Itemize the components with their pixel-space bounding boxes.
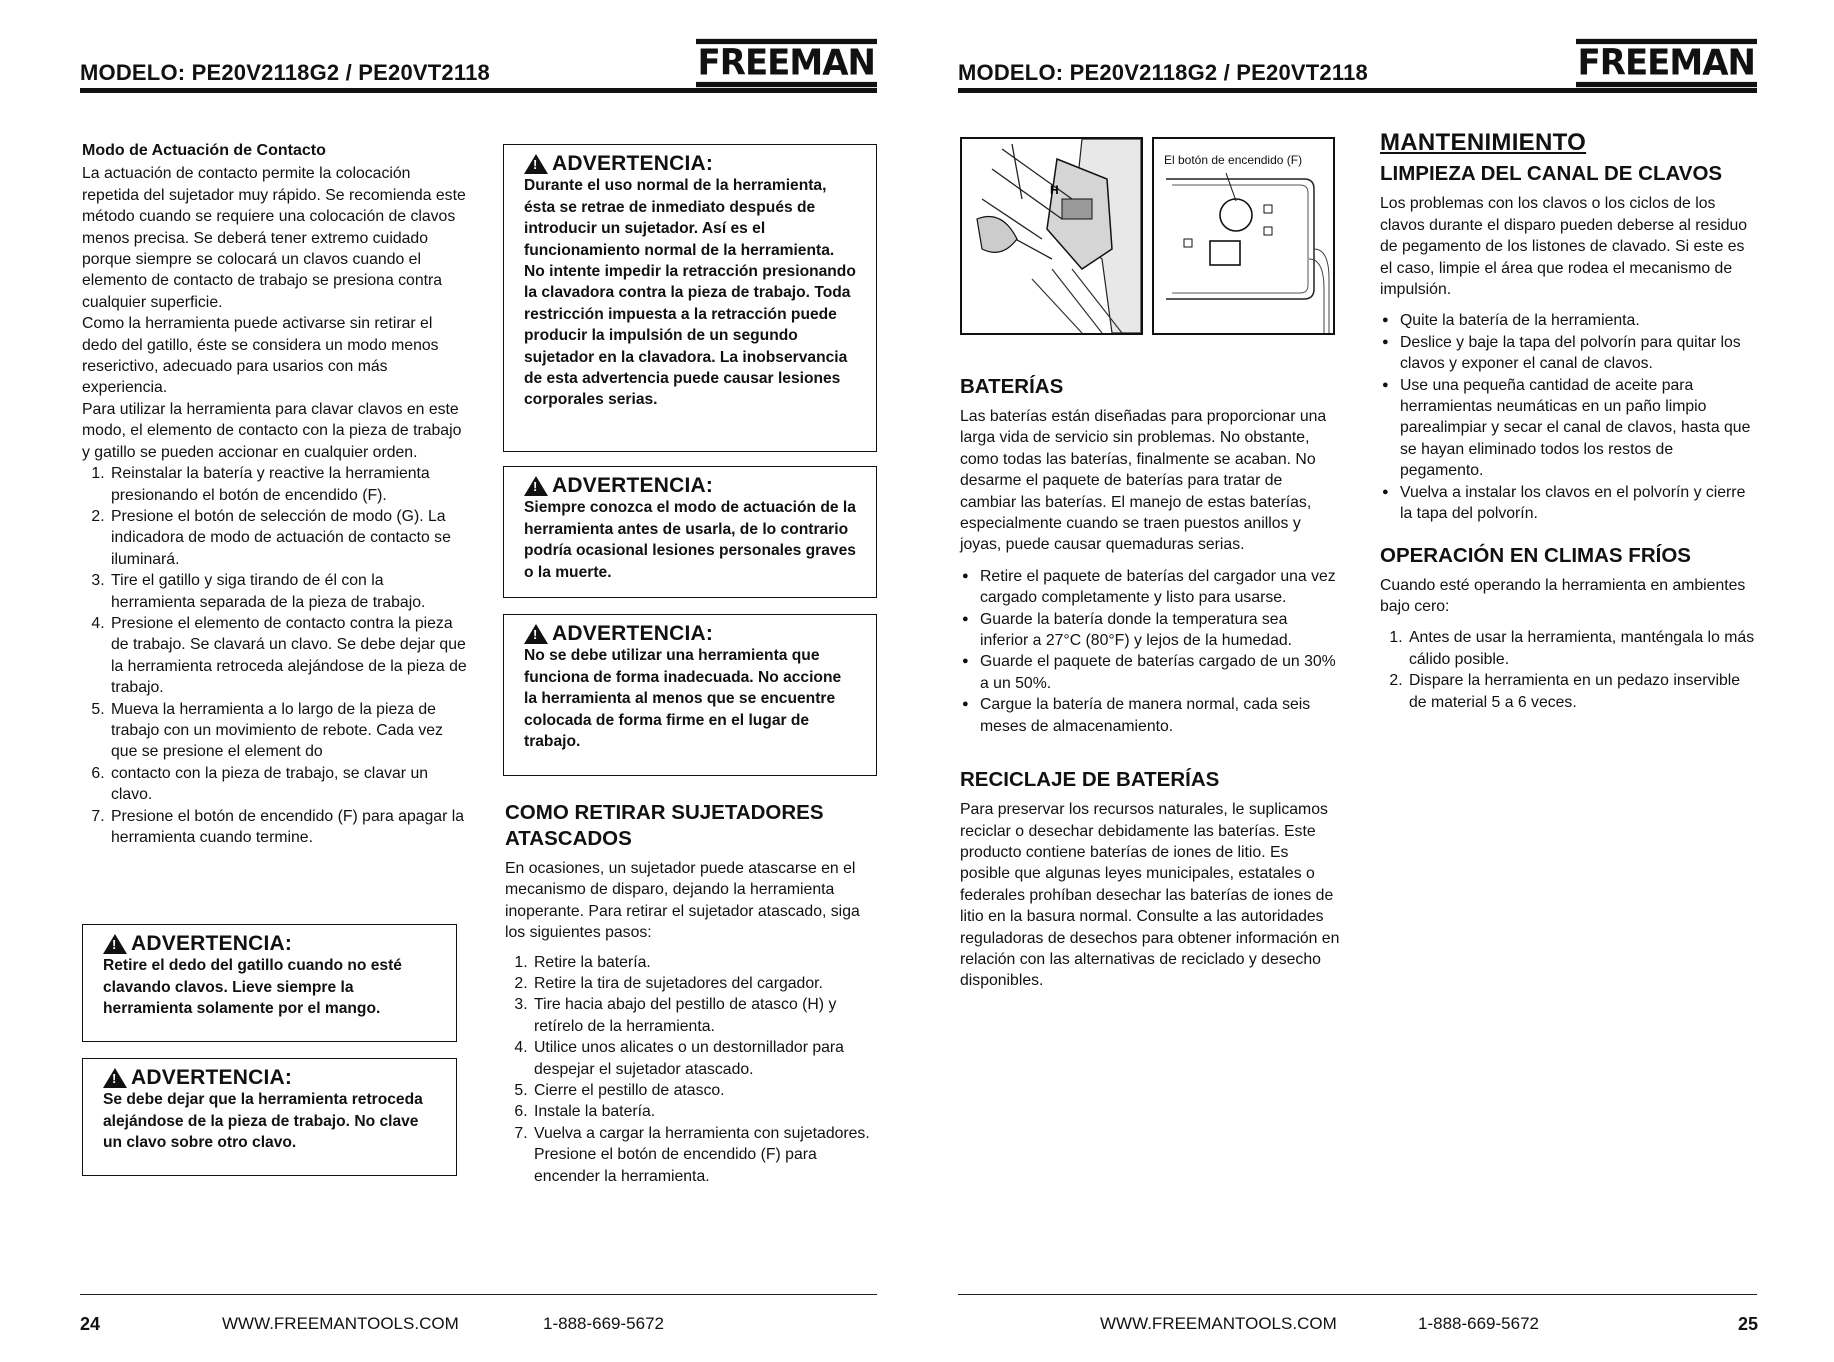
- paragraph: Las baterías están diseñadas para proporcionar una larga vida de servicio sin problemas. No obstante, como todas las baterías, finalmente se acaban. No desarme el paquete de baterías para tratar de cambiar las baterías. El manejo de estas baterías, especialmente cuando se traen puestos anillos y joyas, puede causar quemaduras serias.: [960, 408, 1327, 554]
- section-subtitle: Modo de Actuación de Contacto: [82, 142, 326, 159]
- warning-title: ADVERTENCIA:: [131, 932, 293, 955]
- warning-text: Siempre conozca el modo de actuación de la herramienta antes de usarla, de lo contrario podría ocasional lesiones personales graves o la muerte.: [524, 499, 856, 581]
- section-heading: OPERACIÓN EN CLIMAS FRÍOS: [1380, 543, 1691, 567]
- list-item: ● Deslice y baje la tapa del polvorín para quitar los clavos y exponer el canal de clavos.: [1400, 332, 1760, 375]
- paragraph: Los problemas con los clavos o los ciclos de los clavos durante el disparo pueden deberse al residuo de pegamento de los listones de clavado. Si este es el caso, limpie el área que rodea el mecanismo de impulsión.: [1380, 195, 1748, 299]
- warning-title: ADVERTENCIA:: [552, 622, 714, 645]
- warning-text: Retire el dedo del gatillo cuando no esté clavando clavos. Lieve siempre la herramienta solamente por el mango.: [103, 957, 402, 1018]
- label-h: H: [1050, 183, 1059, 197]
- freeman-logo: FREEMAN: [696, 39, 877, 87]
- list-item: 4. Utilice unos alicates o un destornillador para despejar el sujetador atascado.: [532, 1037, 877, 1080]
- page-header: [80, 40, 877, 93]
- freeman-logo: FREEMAN: [1576, 39, 1757, 87]
- warning-text: Durante el uso normal de la herramienta, ésta se retrae de inmediato después de introducir un sujetador. Así es el funcionamiento normal de la herramienta. No intente impedir la retracción presionando la clavadora contra la pieza de trabajo. Toda restricción impuesta a la retracción puede producir la impulsión de un segundo sujetador en la clavadora. La inobservancia de esta advertencia puede causar lesiones corporales serias.: [524, 177, 856, 409]
- warning-triangle-icon: [524, 624, 548, 644]
- warning-box: [82, 924, 457, 1042]
- warning-title: ADVERTENCIA:: [131, 1066, 293, 1089]
- figure-callout: El botón de encendido (F): [1164, 153, 1303, 167]
- warning-text: No se debe utilizar una herramienta que funciona de forma inadecuada. No accione la herramienta al menos que se encuentre colocada de forma firme en el lugar de trabajo.: [524, 647, 842, 751]
- page-number: 25: [1738, 1314, 1759, 1334]
- section-heading: LIMPIEZA DEL CANAL DE CLAVOS: [1380, 162, 1723, 186]
- paragraph: La actuación de contacto permite la colocación repetida del sujetador muy rápido. Se recomienda este método cuando se requiere una colocación de clavos menos precisa. Se deberá tener extremo cuidado porque siempre se colocará un clavos cuando el elemento de contacto de trabajo se presiona contra cualquier superficie.: [82, 165, 466, 311]
- warning-title: ADVERTENCIA:: [552, 152, 714, 175]
- nailer-illustration-icon: [962, 139, 1141, 333]
- model-title: MODELO: PE20V2118G2 / PE20VT2118: [80, 60, 490, 85]
- section-heading: RECICLAJE DE BATERÍAS: [960, 768, 1220, 792]
- list-item: 1. Reinstalar la batería y reactive la herramienta presionando el botón de encendido (F).: [109, 463, 467, 506]
- main-heading: MANTENIMIENTO: [1380, 129, 1587, 156]
- warning-text: Se debe dejar que la herramienta retroceda alejándose de la pieza de trabajo. No clave un clavo sobre otro clavo.: [103, 1091, 423, 1152]
- list-item: ● Vuelva a instalar los clavos en el polvorín y cierre la tapa del polvorín.: [1400, 482, 1760, 525]
- list-item: 7. Vuelva a cargar la herramienta con sujetadores. Presione el botón de encendido (F) para encender la herramienta.: [532, 1123, 877, 1187]
- list-item: ● Use una pequeña cantidad de aceite para herramientas neumáticas en un paño limpio parealimpiar y secar el canal de clavos, hasta que se hayan eliminado todos los restos de pegamento.: [1400, 375, 1760, 482]
- column-contact-mode: [82, 140, 467, 848]
- paragraph: En ocasiones, un sujetador puede atascarse en el mecanismo de disparo, dejando la herramienta inoperante. Para retirar el sujetador atascado, siga los siguientes pasos:: [505, 860, 860, 942]
- control-panel-icon: [1154, 139, 1333, 333]
- column-maintenance: [1380, 129, 1760, 713]
- list-item: 6. contacto con la pieza de trabajo, se clavar un clavo.: [109, 763, 467, 806]
- list-item: 1. Retire la batería.: [532, 952, 877, 973]
- bullet-list: [960, 566, 1340, 737]
- page-header: [958, 40, 1757, 93]
- warning-title: ADVERTENCIA:: [552, 474, 714, 497]
- model-title: MODELO: PE20V2118G2 / PE20VT2118: [958, 60, 1368, 85]
- section-heading: BATERÍAS: [960, 375, 1064, 398]
- warning-box: [503, 614, 877, 776]
- warning-box: [503, 144, 877, 452]
- steps-list: [82, 463, 467, 848]
- paragraph: Cuando esté operando la herramienta en ambientes bajo cero:: [1380, 576, 1746, 615]
- website-url: WWW.FREEMANTOOLS.COM: [1100, 1314, 1337, 1333]
- list-item: 5. Cierre el pestillo de atasco.: [532, 1080, 877, 1101]
- website-url: WWW.FREEMANTOOLS.COM: [222, 1314, 459, 1333]
- list-item: ● Guarde la batería donde la temperatura sea inferior a 27°C (80°F) y lejos de la humedad.: [980, 609, 1340, 652]
- power-button-detail: [1152, 137, 1335, 335]
- list-item: ● Cargue la batería de manera normal, cada seis meses de almacenamiento.: [980, 694, 1340, 737]
- paragraph: Para utilizar la herramienta para clavar clavos en este modo, el elemento de contacto con la pieza de trabajo y gatillo se pueden accionar en cualquier orden.: [82, 400, 462, 461]
- list-item: ● Quite la batería de la herramienta.: [1400, 310, 1760, 331]
- paragraph: Para preservar los recursos naturales, le suplicamos reciclar o desechar debidamente las baterías. Este producto contiene baterías de iones de litio. Es posible que algunas leyes municipales, estatales o federales prohíban desechar las baterías de iones de litio en la basura normal. Consulte a las autoridades reguladoras de desechos para obtener información en relación con las alternativas de reciclado y desecho disponibles.: [960, 801, 1340, 990]
- steps-list: [1380, 627, 1760, 713]
- warning-triangle-icon: [524, 476, 548, 496]
- column-batteries: [960, 374, 1340, 992]
- footer-rule: [80, 1294, 877, 1295]
- phone-number: 1-888-669-5672: [1418, 1314, 1539, 1333]
- list-item: 4. Presione el elemento de contacto contra la pieza de trabajo. Se clavará un clavo. Se debe dejar que la herramienta retroceda alejándose de la pieza de trabajo.: [109, 613, 467, 699]
- section-heading: COMO RETIRAR SUJETADORES ATASCADOS: [505, 801, 824, 850]
- list-item: 2. Dispare la herramienta en un pedazo inservible de material 5 a 6 veces.: [1407, 670, 1760, 713]
- tool-figure: [960, 137, 1143, 335]
- warning-box: [82, 1058, 457, 1176]
- list-item: 2. Presione el botón de selección de modo (G). La indicadora de modo de actuación de contacto se iluminará.: [109, 506, 467, 570]
- steps-list: [505, 952, 877, 1187]
- list-item: 5. Mueva la herramienta a lo largo de la pieza de trabajo con un movimiento de rebote. Cada vez que se presione el element do: [109, 699, 467, 763]
- list-item: 2. Retire la tira de sujetadores del cargador.: [532, 973, 877, 994]
- warning-triangle-icon: [103, 1068, 127, 1088]
- list-item: 3. Tire hacia abajo del pestillo de atasco (H) y retírelo de la herramienta.: [532, 994, 877, 1037]
- footer-rule: [958, 1294, 1757, 1295]
- list-item: 6. Instale la batería.: [532, 1101, 877, 1122]
- warning-box: [503, 466, 877, 598]
- warning-triangle-icon: [524, 154, 548, 174]
- warning-triangle-icon: [103, 934, 127, 954]
- phone-number: 1-888-669-5672: [543, 1314, 664, 1333]
- list-item: 1. Antes de usar la herramienta, manténgala lo más cálido posible.: [1407, 627, 1760, 670]
- list-item: ● Retire el paquete de baterías del cargador una vez cargado completamente y listo para usarse.: [980, 566, 1340, 609]
- list-item: 3. Tire el gatillo y siga tirando de él con la herramienta separada de la pieza de trabajo.: [109, 570, 467, 613]
- list-item: 7. Presione el botón de encendido (F) para apagar la herramienta cuando termine.: [109, 806, 467, 849]
- column-jam-removal: [505, 800, 877, 1187]
- list-item: ● Guarde el paquete de baterías cargado de un 30% a un 50%.: [980, 651, 1340, 694]
- bullet-list: [1380, 310, 1760, 524]
- page-number: 24: [80, 1314, 101, 1334]
- paragraph: Como la herramienta puede activarse sin retirar el dedo del gatillo, éste se considera un modo menos reserictivo, adecuado para usarios con más experiencia.: [82, 315, 439, 397]
